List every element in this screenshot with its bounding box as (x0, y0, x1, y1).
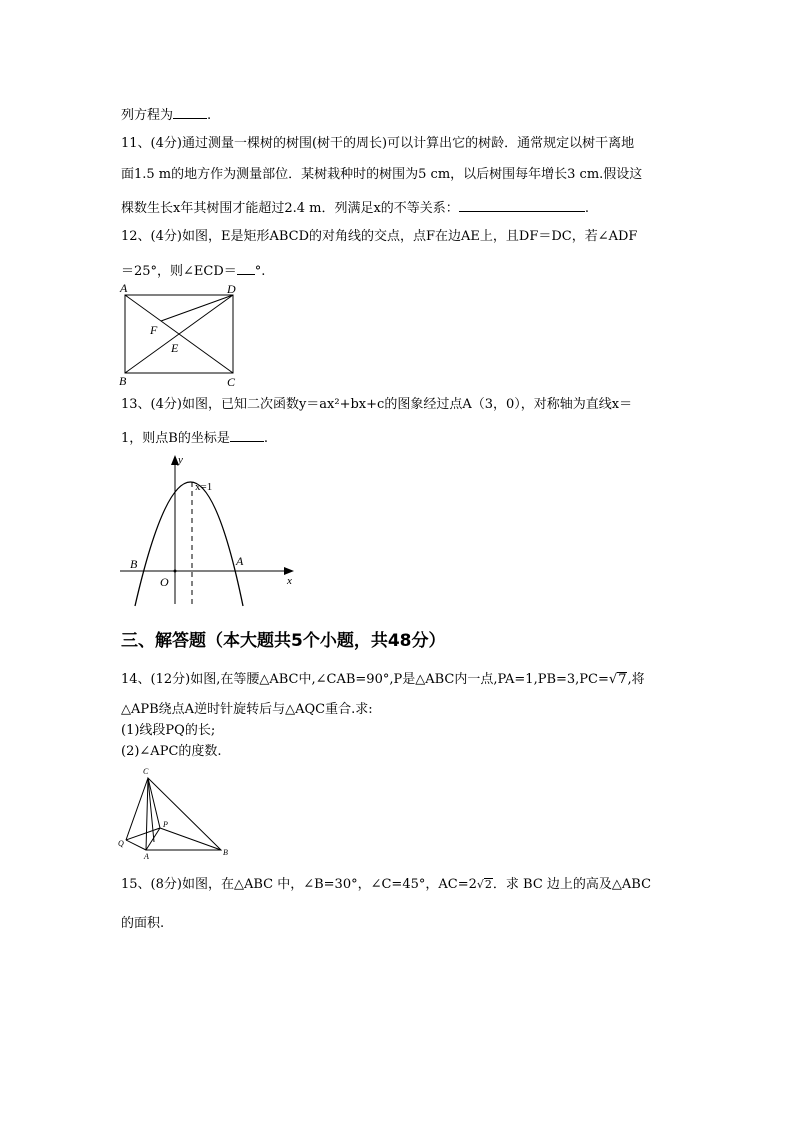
label-C: C (227, 375, 236, 389)
label-D: D (227, 282, 236, 296)
line-equation (121, 106, 211, 122)
text: 棵数生长x年其树围才能超过2.4 m．列满足x的不等关系： (121, 201, 459, 216)
parabola-figure (116, 452, 301, 608)
text: . (207, 108, 212, 123)
label-y: y (178, 454, 183, 466)
q11-line-3 (121, 199, 589, 215)
q12-line-1: 12、(4分)如图，E是矩形ABCD的对角线的交点，点F在边AE上，且DF＝DC，若∠ADF (121, 229, 638, 244)
rectangle-figure (116, 282, 246, 390)
answer-blank (237, 262, 255, 275)
label-symmetry: x=1 (195, 481, 213, 493)
label-F: F (150, 323, 158, 337)
label-Q: Q (118, 839, 124, 848)
radicand: 2 (484, 878, 492, 891)
text: 1，则点B的坐标是 (121, 431, 230, 446)
label-E: E (171, 341, 179, 355)
radicand: 7 (618, 672, 627, 687)
segment-pb (160, 828, 221, 850)
q14-line-4: (2)∠APC的度数. (121, 744, 222, 759)
parabola-curve (135, 482, 243, 606)
q14-line-3: (1)线段PQ的长; (121, 723, 216, 738)
answer-blank (173, 106, 207, 119)
answer-blank (459, 199, 585, 212)
text: . (263, 431, 268, 446)
label-C: C (143, 767, 149, 776)
segment-pq (126, 828, 160, 840)
text: ,将 (627, 672, 645, 687)
segment-qc (126, 778, 148, 840)
label-B: B (119, 374, 127, 388)
sqrt-symbol: √ (476, 878, 484, 891)
q14-line-2: △APB绕点A逆时针旋转后与△AQC重合.求: (121, 702, 373, 717)
label-B: B (130, 557, 138, 571)
text: 列方程为 (121, 108, 174, 123)
text: ．求 BC 边上的高及△ABC (492, 877, 652, 892)
label-x: x (287, 575, 292, 587)
text: 14、(12分)如图,在等腰△ABC中,∠CAB=90°,P是△ABC内一点,PA=1,PB=3,PC= (121, 672, 609, 687)
label-A: A (120, 282, 128, 295)
label-A: A (144, 852, 149, 861)
triangle-figure (116, 762, 236, 862)
text: 15、(8分)如图，在△ABC 中，∠B=30°，∠C=45°，AC=2 (121, 877, 477, 892)
q11-line-1: 11、(4分)通过测量一棵树的树围(树干的周长)可以计算出它的树龄．通常规定以树干离地 (121, 136, 635, 151)
q15-line-2: 的面积. (121, 916, 165, 931)
text: . (584, 201, 589, 216)
label-A: A (236, 554, 244, 568)
label-O: O (160, 575, 169, 589)
segment-pc (148, 778, 160, 828)
text: ＝25°，则∠ECD＝ (121, 264, 237, 279)
x-axis-arrow (284, 567, 294, 575)
q13-line-1: 13、(4分)如图，已知二次函数y＝ax²+bx+c的图象经过点A（3，0），对称轴为直线x＝ (121, 397, 633, 412)
label-P: P (163, 820, 168, 829)
q15-line-1 (121, 878, 651, 891)
label-B: B (223, 848, 228, 857)
triangle-abc (146, 778, 221, 850)
section-heading: 三、解答题（本大题共5个小题，共48分） (121, 631, 446, 651)
q11-line-2: 面1.5 m的地方作为测量部位．某树栽种时的树围为5 cm，以后树围每年增长3 cm.假设这 (121, 167, 643, 182)
q14-line-1 (121, 672, 645, 686)
q12-line-2 (121, 262, 265, 278)
segment-df (161, 295, 233, 321)
origin-dot (174, 570, 177, 573)
answer-blank (230, 429, 264, 442)
segment-qa (126, 840, 146, 850)
text: °. (254, 264, 266, 279)
sqrt-symbol: √ (608, 672, 618, 687)
q13-line-2 (121, 429, 268, 445)
